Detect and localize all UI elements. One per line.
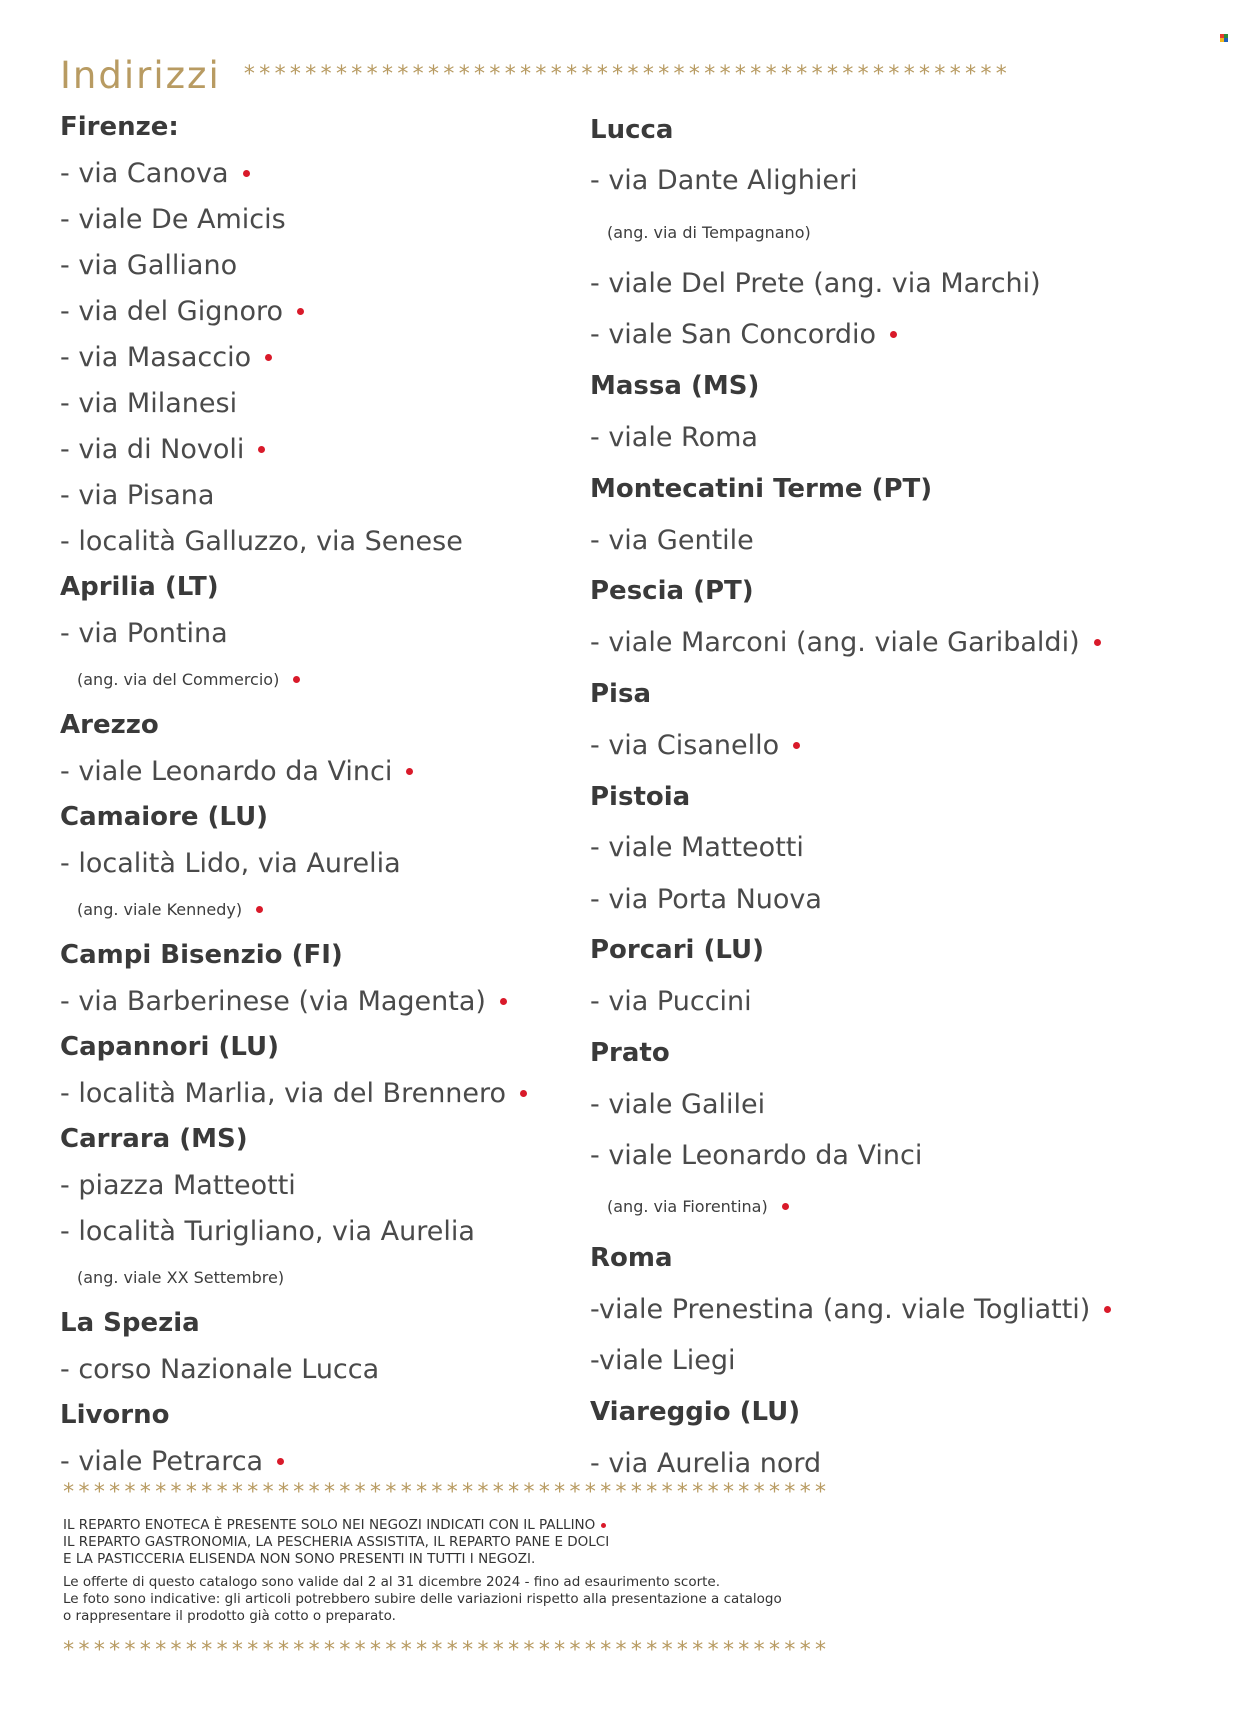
page-title: Indirizzi xyxy=(60,53,221,97)
city-name: Capannori (LU) xyxy=(60,1032,279,1062)
city-name: Pescia (PT) xyxy=(590,576,754,607)
enoteca-dot-icon xyxy=(277,1458,284,1465)
address-item xyxy=(60,978,580,1024)
address-text: - via Milanesi xyxy=(60,387,238,419)
address-item xyxy=(60,1254,580,1300)
address-item xyxy=(60,610,580,656)
note-photos: Le foto sono indicative: gli articoli potrebbero subire delle variazioni rispetto alla presentazione a catalogo xyxy=(63,1591,782,1607)
address-text: - viale San Concordio xyxy=(590,319,877,351)
address-item xyxy=(60,840,580,886)
city-heading xyxy=(590,668,1200,719)
address-text: - via Canova xyxy=(60,157,229,189)
enoteca-dot-icon xyxy=(293,676,300,683)
city-name: Prato xyxy=(590,1037,670,1068)
enoteca-dot-icon xyxy=(406,768,413,775)
address-text: - via di Novoli xyxy=(60,433,245,465)
address-text: - corso Nazionale Lucca xyxy=(60,1353,380,1385)
city-heading xyxy=(590,1233,1200,1284)
address-item xyxy=(590,976,1200,1027)
address-text: (ang. via del Commercio) xyxy=(77,669,280,689)
address-item xyxy=(590,720,1200,771)
address-item xyxy=(60,1208,580,1254)
address-text: - viale Marconi (ang. viale Garibaldi) xyxy=(590,627,1080,659)
address-item xyxy=(60,518,580,564)
address-item xyxy=(60,288,580,334)
address-item xyxy=(60,886,580,932)
address-text: (ang. via Fiorentina) xyxy=(607,1197,768,1217)
address-text: - via Galliano xyxy=(60,249,238,281)
address-text: - via Gentile xyxy=(590,524,754,556)
city-heading xyxy=(60,932,580,978)
enoteca-dot-icon xyxy=(500,998,507,1005)
footer-stars-divider-bottom: ************************************************** xyxy=(62,1640,830,1662)
city-heading xyxy=(60,702,580,748)
city-heading xyxy=(590,925,1200,976)
address-text: - via Porta Nuova xyxy=(590,883,822,915)
address-text: -viale Prenestina (ang. viale Togliatti) xyxy=(590,1293,1091,1325)
city-name: La Spezia xyxy=(60,1308,200,1338)
city-name: Camaiore (LU) xyxy=(60,802,269,832)
city-name: Roma xyxy=(590,1243,673,1274)
city-name: Montecatini Terme (PT) xyxy=(590,473,933,504)
address-text: - via Barberinese (via Magenta) xyxy=(60,985,486,1017)
address-item xyxy=(590,155,1200,206)
address-text: - viale Galilei xyxy=(590,1088,766,1120)
address-item xyxy=(60,748,580,794)
city-heading xyxy=(60,1392,580,1438)
header-stars-divider: ************************************************** xyxy=(242,64,1011,86)
address-text: - via Pontina xyxy=(60,617,228,649)
city-heading xyxy=(590,1386,1200,1437)
address-text: - via Dante Alighieri xyxy=(590,165,858,197)
city-name: Campi Bisenzio (FI) xyxy=(60,940,343,970)
city-name: Massa (MS) xyxy=(590,371,760,402)
address-item xyxy=(590,822,1200,873)
address-item xyxy=(590,873,1200,924)
address-text: - viale Matteotti xyxy=(590,832,804,864)
address-text: -viale Liegi xyxy=(590,1345,736,1377)
enoteca-dot-icon xyxy=(1094,639,1101,646)
address-item xyxy=(60,1070,580,1116)
address-column-right xyxy=(590,104,1200,1489)
enoteca-dot-icon xyxy=(782,1203,789,1210)
address-text: - piazza Matteotti xyxy=(60,1169,296,1201)
address-item xyxy=(590,617,1200,668)
red-dot-icon xyxy=(601,1523,606,1528)
enoteca-dot-icon xyxy=(520,1090,527,1097)
page-header xyxy=(60,50,1200,100)
city-name: Livorno xyxy=(60,1400,170,1430)
address-item xyxy=(60,380,580,426)
city-name: Porcari (LU) xyxy=(590,935,765,966)
city-name: Pisa xyxy=(590,678,651,709)
address-text: (ang. viale XX Settembre) xyxy=(77,1267,285,1287)
address-text: - via Masaccio xyxy=(60,341,252,373)
enoteca-dot-icon xyxy=(890,331,897,338)
address-item xyxy=(60,472,580,518)
address-text: - viale Del Prete (ang. via Marchi) xyxy=(590,268,1041,300)
address-text: - viale Petrarca xyxy=(60,1445,264,1477)
enoteca-dot-icon xyxy=(793,742,800,749)
address-text: - località Lido, via Aurelia xyxy=(60,847,401,879)
city-heading xyxy=(590,1027,1200,1078)
address-item xyxy=(60,150,580,196)
city-name: Viareggio (LU) xyxy=(590,1397,801,1428)
address-item xyxy=(60,1346,580,1392)
enoteca-dot-icon xyxy=(243,170,250,177)
address-item xyxy=(60,196,580,242)
city-name: Lucca xyxy=(590,114,674,145)
city-heading xyxy=(60,794,580,840)
address-item xyxy=(60,242,580,288)
address-item xyxy=(590,412,1200,463)
city-heading xyxy=(590,104,1200,155)
address-text: - via Pisana xyxy=(60,479,215,511)
city-name: Arezzo xyxy=(60,710,159,740)
address-item xyxy=(590,1335,1200,1386)
address-item xyxy=(590,514,1200,565)
city-name: Carrara (MS) xyxy=(60,1124,248,1154)
address-text: - viale Leonardo da Vinci xyxy=(60,755,393,787)
note-enoteca: IL REPARTO ENOTECA È PRESENTE SOLO NEI NEGOZI INDICATI CON IL PALLINO xyxy=(63,1517,1163,1534)
enoteca-dot-icon xyxy=(265,354,272,361)
enoteca-dot-icon xyxy=(297,308,304,315)
address-text: - via Puccini xyxy=(590,986,752,1018)
city-heading xyxy=(60,564,580,610)
address-text: (ang. viale Kennedy) xyxy=(77,899,243,919)
enoteca-dot-icon xyxy=(256,906,263,913)
address-item xyxy=(590,258,1200,309)
address-item xyxy=(60,1438,580,1484)
address-text: - via del Gignoro xyxy=(60,295,283,327)
city-heading xyxy=(590,566,1200,617)
address-text: - località Marlia, via del Brennero xyxy=(60,1077,507,1109)
city-name: Firenze: xyxy=(60,112,179,142)
address-text: - viale Roma xyxy=(590,421,758,453)
address-item xyxy=(60,656,580,702)
address-item xyxy=(590,1130,1200,1181)
enoteca-dot-icon xyxy=(258,446,265,453)
address-text: - viale De Amicis xyxy=(60,203,286,235)
address-item xyxy=(60,1162,580,1208)
address-text: - località Turigliano, via Aurelia xyxy=(60,1215,475,1247)
note-validity: Le offerte di questo catalogo sono valide dal 2 al 31 dicembre 2024 - fino ad esaurimento scorte. xyxy=(63,1574,721,1590)
address-item xyxy=(590,1181,1200,1232)
city-heading xyxy=(590,463,1200,514)
enoteca-dot-icon xyxy=(1104,1306,1111,1313)
note-departments: IL REPARTO GASTRONOMIA, LA PESCHERIA ASSISTITA, IL REPARTO PANE E DOLCI xyxy=(63,1534,610,1550)
address-text: - via Aurelia nord xyxy=(590,1447,822,1479)
note-photos-cont: o rappresentare il prodotto già cotto o preparato. xyxy=(63,1608,396,1624)
address-text: - via Cisanello xyxy=(590,729,780,761)
address-column-left xyxy=(60,104,580,1484)
city-heading xyxy=(590,771,1200,822)
note-departments-cont: E LA PASTICCERIA ELISENDA NON SONO PRESENTI IN TUTTI I NEGOZI. xyxy=(63,1551,536,1567)
city-heading xyxy=(60,1300,580,1346)
city-heading xyxy=(60,1024,580,1070)
city-heading xyxy=(60,1116,580,1162)
footer-stars-divider-top: ************************************************** xyxy=(62,1482,830,1504)
city-name: Aprilia (LT) xyxy=(60,572,219,602)
city-name: Pistoia xyxy=(590,781,691,812)
address-item xyxy=(60,334,580,380)
address-text: - viale Leonardo da Vinci xyxy=(590,1140,923,1172)
address-text: - località Galluzzo, via Senese xyxy=(60,525,463,557)
brand-mark-icon xyxy=(1220,34,1228,42)
address-item xyxy=(590,207,1200,258)
city-heading xyxy=(60,104,580,150)
address-item xyxy=(60,426,580,472)
address-item xyxy=(590,1079,1200,1130)
address-text: (ang. via di Tempagnano) xyxy=(607,222,811,242)
footer-notes xyxy=(63,1517,1163,1625)
address-item xyxy=(590,309,1200,360)
address-item xyxy=(590,1284,1200,1335)
city-heading xyxy=(590,360,1200,411)
